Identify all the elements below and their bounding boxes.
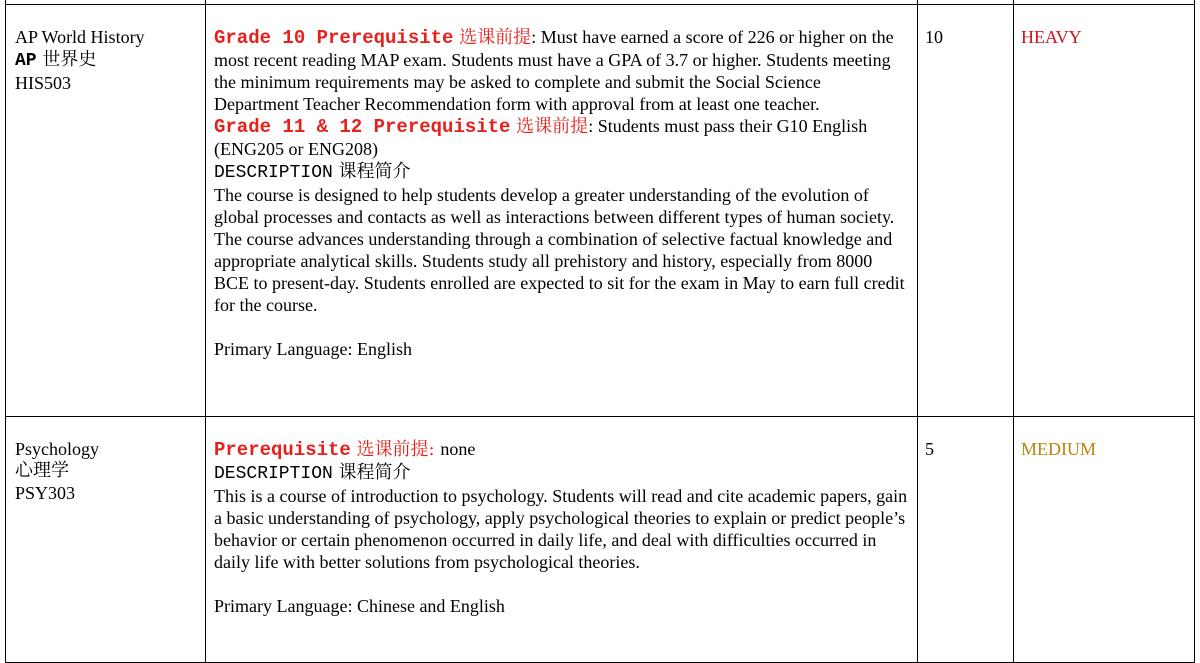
description-cell bbox=[206, 5, 918, 417]
course-code: HIS503 bbox=[15, 73, 72, 93]
credits-value: 5 bbox=[925, 439, 934, 459]
course-name-prefix: AP bbox=[15, 51, 37, 71]
description-heading bbox=[214, 160, 909, 184]
prereq-text: none bbox=[440, 439, 476, 459]
course-name-zh: 心理学 bbox=[15, 460, 69, 481]
credits-value: 10 bbox=[925, 27, 943, 47]
description-text: This is a course of introduction to psychology. Students will read and cite academic papers, gain a basic understanding of psychology, apply psychological theories to explain or predict people’s behavior or certain phenomenon occurred in daily life, and deal with difficulties occurred in daily life with better solutions from psychological theories. bbox=[214, 486, 908, 572]
primary-language: Primary Language: English bbox=[214, 339, 412, 359]
prereq-grade11-12-text: : Students must pass their G10 English (ENG205 or ENG208) bbox=[214, 116, 868, 159]
course-cell bbox=[6, 5, 206, 417]
workload-badge: MEDIUM bbox=[1021, 439, 1096, 459]
course-name-zh-line bbox=[15, 48, 205, 72]
description-label: DESCRIPTION bbox=[214, 464, 333, 484]
table-row-psychology bbox=[6, 417, 1195, 663]
prereq-grade11-12 bbox=[214, 115, 909, 160]
prereq bbox=[214, 438, 909, 461]
course-table bbox=[5, 0, 1195, 663]
description-label-zh: 课程简介 bbox=[332, 462, 411, 483]
prereq-grade10-label: Grade 10 Prerequisite bbox=[214, 27, 454, 49]
course-name-en: Psychology bbox=[15, 439, 100, 459]
primary-language: Primary Language: Chinese and English bbox=[214, 596, 505, 616]
credits-cell bbox=[918, 5, 1014, 417]
table-row-ap-world-history bbox=[6, 5, 1195, 417]
prereq-grade11-12-label: Grade 11 & 12 Prerequisite bbox=[214, 116, 511, 138]
course-cell bbox=[6, 417, 206, 663]
prereq-grade11-12-label-zh: 选课前提 bbox=[510, 116, 589, 137]
prereq-label-zh: 选课前提: bbox=[350, 439, 441, 460]
description-text: The course is designed to help students develop a greater understanding of the evolution of global processes and contacts as well as interactions between different types of human society. The course advances understanding through a combination of selective factual knowledge and appropriate analytical skills. Students study all prehistory and history, especially from 8000 BCE to present-day. Students enrolled are expected to sit for the exam in May to earn full credit for the course. bbox=[214, 185, 905, 315]
description-cell bbox=[206, 417, 918, 663]
prereq-grade10 bbox=[214, 26, 909, 115]
description-label: DESCRIPTION bbox=[214, 163, 333, 183]
course-name-zh: 世界史 bbox=[36, 49, 97, 70]
workload-cell bbox=[1014, 417, 1195, 663]
prereq-grade10-text: : Must have earned a score of 226 or higher on the most recent reading MAP exam. Students must have a GPA of 3.7 or higher. Students meeting the minimum requirements may be asked to complete and submit the Social Science Department Teacher Recommendation form with approval from at least one teacher. bbox=[214, 27, 894, 114]
course-code: PSY303 bbox=[15, 483, 76, 503]
prereq-grade10-label-zh: 选课前提 bbox=[453, 27, 532, 48]
description-heading bbox=[214, 461, 909, 485]
prereq-label: Prerequisite bbox=[214, 439, 351, 461]
course-name-en: AP World History bbox=[15, 27, 145, 47]
workload-cell bbox=[1014, 5, 1195, 417]
workload-badge: HEAVY bbox=[1021, 27, 1082, 47]
description-label-zh: 课程简介 bbox=[332, 161, 411, 182]
credits-cell bbox=[918, 417, 1014, 663]
